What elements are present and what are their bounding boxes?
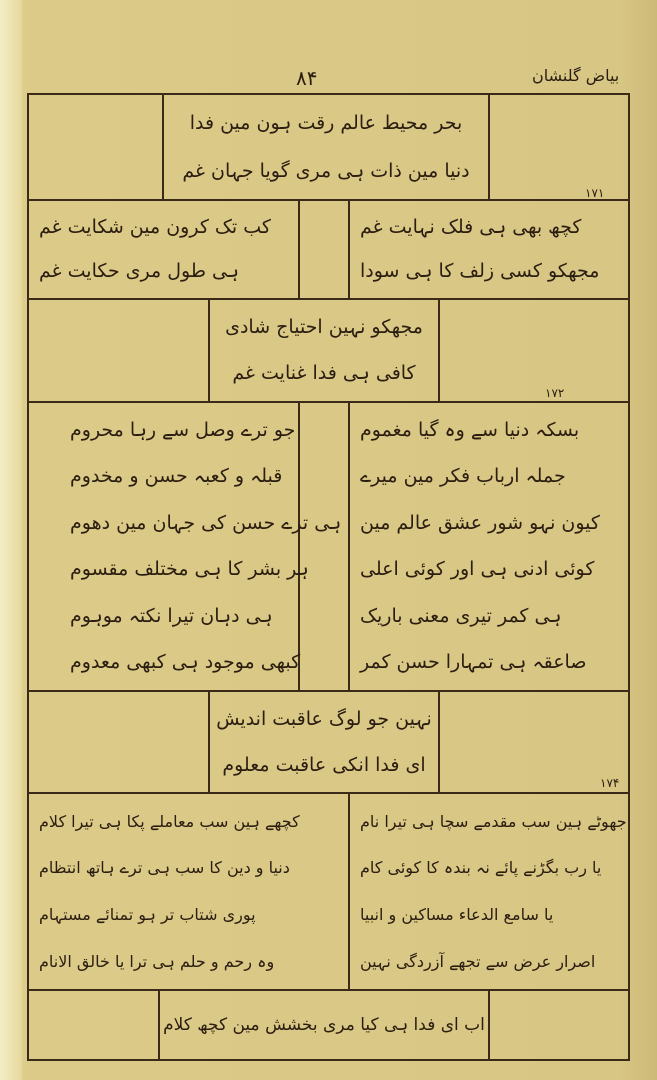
verse-mark-171: ۱۷۱ — [585, 186, 605, 200]
divider-s1-r — [488, 93, 490, 199]
verse-line: ہی کمر تیری معنی باریک — [360, 604, 562, 627]
verse-line: نہین جو لوگ عاقبت اندیش — [216, 707, 432, 730]
verse-line: جملہ ارباب فکر مین میرے — [360, 465, 566, 488]
verse-line: کب تک کرون مین شکایت غم — [39, 215, 271, 238]
verse-line: اصرار عرض سے تجھے آزردگی نہین — [360, 951, 596, 971]
page-title: بیاض گلنشان — [532, 66, 620, 85]
section-5-center — [210, 692, 438, 792]
verse-line: بحر محیط عالم رقت ہون مین فدا — [189, 111, 463, 134]
verse-line: ہی طول مری حکایت غم — [39, 260, 239, 283]
verse-line: کچھے ہین سب معاملے پکا ہی تیرا کلام — [39, 811, 300, 831]
page-spine — [0, 0, 22, 1080]
verse-mark-172: ۱۷۲ — [545, 386, 565, 400]
verse-line: جھوٹے ہین سب مقدمے سچا ہی تیرا نام — [360, 811, 627, 831]
section-4-left — [60, 403, 342, 690]
verse-line: یا رب بگڑنے پائے نہ بندہ کا کوئی کام — [360, 858, 602, 878]
verse-line: ہی ترے حسن کی جہان مین دھوم — [70, 511, 342, 534]
verse-line: اب ای فدا ہی کیا مری بخشش مین کچھ کلام — [163, 1014, 485, 1035]
verse-line: بسکہ دنیا سے وہ گیا مغموم — [360, 418, 580, 441]
verse-line: دنیا و دین کا سب ہی ترے ہاتھ انتظام — [39, 858, 290, 878]
verse-line: مجھکو کسی زلف کا ہی سودا — [360, 260, 600, 283]
section-2-left — [29, 201, 298, 298]
page-number: ۸۴ — [296, 66, 318, 90]
verse-line: مجھکو نہین احتیاج شادی — [225, 315, 423, 338]
section-2-right — [350, 201, 628, 298]
verse-line: پوری شتاب تر ہو تمنائے مستہام — [39, 905, 256, 925]
verse-line: کافی ہی فدا غنایت غم — [232, 362, 416, 385]
divider-s3-r — [438, 298, 440, 401]
divider-s4-a — [298, 401, 300, 690]
frame-right — [628, 93, 630, 1061]
verse-line: کوئی ادنی ہی اور کوئی اعلی — [360, 558, 595, 581]
verse-line: کچھ بھی ہی فلک نہایت غم — [360, 215, 582, 238]
section-6-right — [350, 794, 628, 989]
section-3-center — [210, 300, 438, 401]
verse-line: جو ترے وصل سے رہا محروم — [70, 418, 296, 441]
verse-line: کبھی موجود ہی کبھی معدوم — [70, 651, 301, 674]
verse-line: قبلہ و کعبہ حسن و مخدوم — [70, 465, 283, 488]
verse-line: ہر بشر کا ہی مختلف مقسوم — [70, 558, 309, 581]
verse-line: ہی دہان تیرا نکتہ موہوم — [70, 604, 273, 627]
section-7-center — [160, 991, 488, 1059]
verse-line: وہ رحم و حلم ہی ترا یا خالق الانام — [39, 951, 275, 971]
verse-line: دنیا مین ذات ہی مری گویا جہان غم — [182, 159, 470, 182]
section-1-center — [164, 95, 488, 199]
verse-line: ای فدا انکی عاقبت معلوم — [222, 753, 426, 776]
verse-line: یا سامع الدعاء مساکین و انبیا — [360, 905, 554, 925]
divider-s2-a — [298, 199, 300, 298]
verse-line: کیون نہو شور عشق عالم مین — [360, 511, 600, 534]
section-4-right — [350, 403, 628, 690]
divider-s5-r — [438, 690, 440, 792]
section-6-left — [29, 794, 348, 989]
verse-mark-174: ۱۷۴ — [600, 776, 620, 790]
verse-line: صاعقہ ہی تمہارا حسن کمر — [360, 651, 587, 674]
rule-bottom — [27, 1059, 630, 1061]
divider-s7-r — [488, 989, 490, 1059]
